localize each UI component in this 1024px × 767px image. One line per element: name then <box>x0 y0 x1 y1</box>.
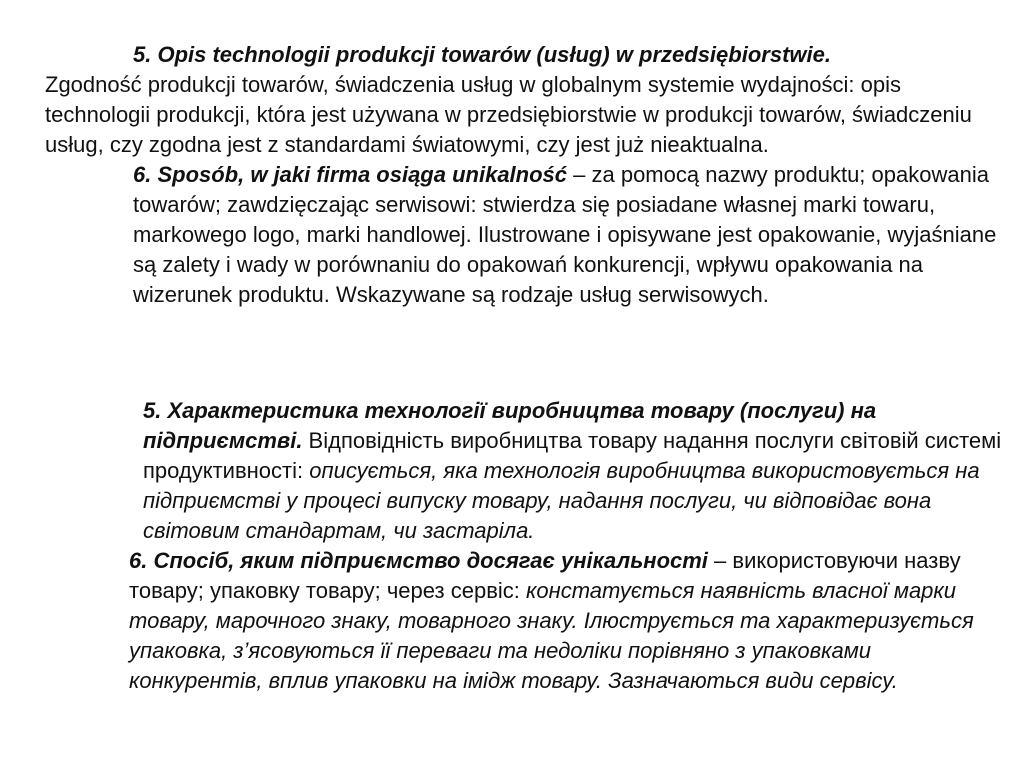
pl-section-5-body: Zgodność produkcji towarów, świadczenia usług w globalnym systemie wydajności: opis technologii produkcji, która jest używana w przedsiębiorstwie w produkcji towarów, świadczeniu usług, czy zgodna jest z standardami światowymi, czy jest już nieaktualna. <box>45 72 972 157</box>
ua-section-6-paragraph <box>55 546 1005 696</box>
ukrainian-text-block <box>55 396 1005 696</box>
pl-section-6-body: – za pomocą nazwy produktu; opakowania towarów; zawdzięczając serwisowi: stwierdza się posiadane własnej marki towaru, markowego logo, marki handlowej. Ilustrowane i opisywane jest opakowanie, wyjaśniane są zalety i wady w porównaniu do opakowań konkurencji, wpływu opakowania na wizerunek produktu. Wskazywane są rodzaje usług serwisowych. <box>133 162 997 307</box>
ua-section-5-body-plain: Відповідність виробництва товару надання послуги світовій системі продуктивності: <box>143 428 1002 483</box>
ua-section-5-title: 5. Характеристика технології виробництва товару (послуги) на підприємстві. <box>143 398 877 453</box>
ua-section-6-body-plain: – використовуючи назву товару; упаковку товару; через сервіс: <box>129 548 961 603</box>
polish-text-block <box>45 40 1005 310</box>
ua-section-5-paragraph <box>55 396 1005 546</box>
pl-section-5-heading <box>45 40 1005 70</box>
pl-section-6-title: 6. Sposób, w jaki firma osiąga unikalność <box>133 162 568 187</box>
ua-section-6-title: 6. Спосіб, яким підприємство досягає унікальності <box>129 548 708 573</box>
pl-section-5-title: 5. Opis technologii produkcji towarów (usług) w przedsiębiorstwie. <box>133 42 831 67</box>
ua-section-5-body-italic: описується, яка технологія виробництва використовується на підприємстві у процесі випуску товару, надання послуги, чи відповідає вона світовим стандартам, чи застаріла. <box>143 458 980 543</box>
pl-section-6-paragraph <box>45 160 1005 310</box>
ua-section-6-body-italic: констатується наявність власної марки товару, марочного знаку, товарного знаку. Ілюструється та характеризується упаковка, з’ясовуються її переваги та недоліки порівняно з упаковками конкурентів, вплив упаковки на імідж товару. Зазначаються види сервісу. <box>129 578 974 693</box>
